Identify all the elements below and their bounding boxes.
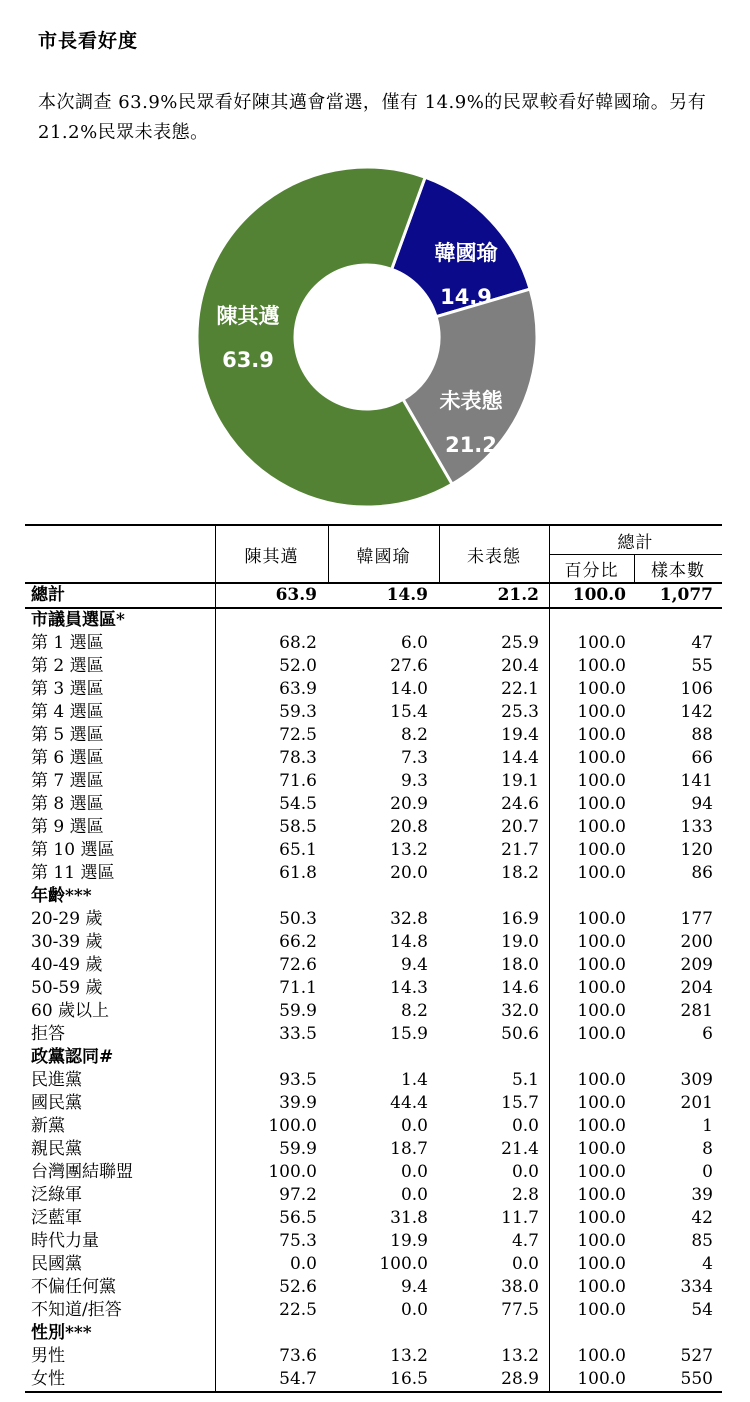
- cell-han: 0.0: [400, 1185, 428, 1205]
- cell-chen: 39.9: [279, 1093, 317, 1113]
- table-row: [25, 1253, 722, 1276]
- cell-chen: 61.8: [279, 863, 317, 883]
- table-row: [25, 1069, 722, 1092]
- table-row: [25, 1207, 722, 1230]
- header-total: 總計: [549, 526, 722, 555]
- cell-n: 54: [691, 1300, 713, 1320]
- cell-han: 16.5: [390, 1369, 428, 1389]
- cell-chen: 97.2: [279, 1185, 317, 1205]
- cell-none: 32.0: [501, 1001, 539, 1021]
- cell-han: 20.9: [390, 794, 428, 814]
- row-label: 台灣團結聯盟: [31, 1162, 133, 1182]
- cell-none: 0.0: [511, 1254, 539, 1274]
- row-label: 民進黨: [31, 1070, 82, 1090]
- cell-pct: 100.0: [577, 1254, 626, 1274]
- cell-han: 100.0: [379, 1254, 428, 1274]
- table-row: [25, 1368, 722, 1391]
- slice-value: 63.9: [222, 348, 274, 372]
- table-row: [25, 862, 722, 885]
- cell-none: 11.7: [501, 1208, 539, 1228]
- cell-han: 44.4: [390, 1093, 428, 1113]
- row-label: 第 4 選區: [31, 702, 104, 722]
- cell-pct: 100.0: [577, 863, 626, 883]
- cell-n: 55: [691, 656, 713, 676]
- cell-n: 120: [680, 840, 713, 860]
- cell-n: 94: [691, 794, 713, 814]
- row-label: 不知道/拒答: [31, 1300, 122, 1320]
- cell-chen: 50.3: [279, 909, 317, 929]
- header-n: 樣本數: [651, 561, 705, 581]
- cell-pct: 100.0: [577, 1277, 626, 1297]
- table-row: [25, 1023, 722, 1046]
- row-label: 男性: [31, 1346, 65, 1366]
- row-label: 第 5 選區: [31, 725, 104, 745]
- slice-label: 未表態: [439, 389, 503, 413]
- row-label: 第 8 選區: [31, 794, 104, 814]
- header-pct: 百分比: [564, 561, 619, 581]
- cell-han: 19.9: [390, 1231, 428, 1251]
- cell-han: 32.8: [390, 909, 428, 929]
- table-group-header: [25, 609, 722, 632]
- cell-none: 38.0: [501, 1277, 539, 1297]
- cell-pct: 100.0: [577, 1208, 626, 1228]
- cell-chen: 54.7: [279, 1369, 317, 1389]
- cell-n: 142: [680, 702, 713, 722]
- cell-pct: 100.0: [577, 840, 626, 860]
- cell-n: 39: [691, 1185, 713, 1205]
- table-row: [25, 724, 722, 747]
- row-label: 第 1 選區: [31, 633, 104, 653]
- row-label: 第 7 選區: [31, 771, 104, 791]
- cell-chen: 33.5: [279, 1024, 317, 1044]
- cell-n: 200: [680, 932, 713, 952]
- cell-han: 9.3: [400, 771, 428, 791]
- cell-han: 15.9: [390, 1024, 428, 1044]
- cell-pct: 100.0: [577, 817, 626, 837]
- cell-han: 13.2: [390, 1346, 428, 1366]
- cell-pct: 100.0: [577, 1185, 626, 1205]
- cell-chen: 59.3: [279, 702, 317, 722]
- cell-han: 0.0: [400, 1300, 428, 1320]
- table-row: [25, 1345, 722, 1368]
- cell-chen: 66.2: [279, 932, 317, 952]
- cell-none: 4.7: [511, 1231, 539, 1251]
- cell-none: 22.1: [501, 679, 539, 699]
- cell-none: 13.2: [501, 1346, 539, 1366]
- table-row: [25, 1230, 722, 1253]
- cell-n: 1,077: [659, 585, 713, 605]
- page-title: 市長看好度: [38, 30, 139, 52]
- cell-han: 31.8: [390, 1208, 428, 1228]
- table-row: [25, 632, 722, 655]
- cell-n: 0: [702, 1162, 713, 1182]
- cell-none: 19.1: [501, 771, 539, 791]
- cell-n: 4: [702, 1254, 713, 1274]
- row-label: 年齡***: [31, 886, 92, 906]
- row-label: 拒答: [31, 1024, 65, 1044]
- table-row: [25, 1115, 722, 1138]
- cell-n: 281: [680, 1001, 713, 1021]
- cell-chen: 56.5: [279, 1208, 317, 1228]
- table-row: [25, 747, 722, 770]
- table-row: [25, 1276, 722, 1299]
- table-row: [25, 584, 722, 609]
- cell-n: 42: [691, 1208, 713, 1228]
- table-row: [25, 793, 722, 816]
- cell-han: 27.6: [390, 656, 428, 676]
- cell-none: 25.9: [501, 633, 539, 653]
- cell-none: 0.0: [511, 1116, 539, 1136]
- cell-pct: 100.0: [577, 633, 626, 653]
- cell-n: 527: [680, 1346, 713, 1366]
- cell-chen: 59.9: [279, 1001, 317, 1021]
- table-row: [25, 977, 722, 1000]
- cell-chen: 65.1: [279, 840, 317, 860]
- cell-han: 14.9: [386, 585, 428, 605]
- row-label: 市議員選區*: [31, 610, 125, 630]
- table-row: [25, 1000, 722, 1023]
- row-label: 第 3 選區: [31, 679, 104, 699]
- cell-pct: 100.0: [577, 702, 626, 722]
- cell-n: 177: [680, 909, 713, 929]
- cell-pct: 100.0: [577, 1070, 626, 1090]
- row-label: 第 10 選區: [31, 840, 115, 860]
- cell-pct: 100.0: [577, 1024, 626, 1044]
- cell-han: 15.4: [390, 702, 428, 722]
- cell-pct: 100.0: [577, 932, 626, 952]
- cell-none: 20.4: [501, 656, 539, 676]
- table-row: [25, 954, 722, 977]
- cell-n: 86: [691, 863, 713, 883]
- row-label: 50-59 歲: [31, 978, 103, 998]
- cell-n: 66: [691, 748, 713, 768]
- cell-pct: 100.0: [577, 725, 626, 745]
- cell-n: 209: [680, 955, 713, 975]
- row-label: 不偏任何黨: [31, 1277, 116, 1297]
- cell-none: 14.4: [501, 748, 539, 768]
- row-label: 泛藍軍: [31, 1208, 82, 1228]
- table-row: [25, 1184, 722, 1207]
- row-label: 性別***: [31, 1323, 92, 1343]
- cell-n: 6: [702, 1024, 713, 1044]
- row-label: 總計: [31, 585, 65, 605]
- header-none: 未表態: [467, 546, 521, 567]
- header-han: 韓國瑜: [356, 546, 411, 567]
- cell-chen: 63.9: [275, 585, 317, 605]
- cell-han: 20.8: [390, 817, 428, 837]
- cell-chen: 63.9: [279, 679, 317, 699]
- row-label: 40-49 歲: [31, 955, 103, 975]
- cell-none: 2.8: [511, 1185, 539, 1205]
- row-label: 第 11 選區: [31, 863, 115, 883]
- row-label: 30-39 歲: [31, 932, 103, 952]
- table-row: [25, 931, 722, 954]
- row-label: 時代力量: [31, 1231, 99, 1251]
- row-label: 親民黨: [31, 1139, 82, 1159]
- cell-n: 133: [680, 817, 713, 837]
- cell-pct: 100.0: [577, 1369, 626, 1389]
- table-bottom-rule: [25, 1391, 722, 1393]
- cell-none: 21.4: [501, 1139, 539, 1159]
- cell-chen: 71.6: [279, 771, 317, 791]
- row-label: 民國黨: [31, 1254, 82, 1274]
- cell-han: 6.0: [400, 633, 428, 653]
- cell-none: 16.9: [501, 909, 539, 929]
- cell-none: 21.7: [501, 840, 539, 860]
- cell-chen: 68.2: [279, 633, 317, 653]
- cell-none: 5.1: [511, 1070, 539, 1090]
- cell-pct: 100.0: [577, 794, 626, 814]
- cell-chen: 58.5: [279, 817, 317, 837]
- cell-han: 14.3: [390, 978, 428, 998]
- cell-han: 8.2: [400, 725, 428, 745]
- cell-chen: 78.3: [279, 748, 317, 768]
- cell-chen: 72.6: [279, 955, 317, 975]
- cell-none: 25.3: [501, 702, 539, 722]
- slice-label: 陳其邁: [216, 304, 280, 328]
- cell-pct: 100.0: [577, 748, 626, 768]
- table-row: [25, 701, 722, 724]
- cell-pct: 100.0: [572, 585, 626, 605]
- cell-none: 19.0: [501, 932, 539, 952]
- cell-none: 14.6: [501, 978, 539, 998]
- cell-pct: 100.0: [577, 1093, 626, 1113]
- cell-han: 9.4: [400, 1277, 428, 1297]
- cell-pct: 100.0: [577, 1001, 626, 1021]
- row-label: 新黨: [31, 1116, 65, 1136]
- row-label: 女性: [31, 1369, 65, 1389]
- cell-n: 201: [680, 1093, 713, 1113]
- cell-han: 14.0: [390, 679, 428, 699]
- cell-chen: 100.0: [268, 1116, 317, 1136]
- cell-none: 15.7: [501, 1093, 539, 1113]
- cell-none: 20.7: [501, 817, 539, 837]
- results-table: [25, 524, 722, 1393]
- cell-pct: 100.0: [577, 978, 626, 998]
- slice-value: 14.9: [440, 285, 492, 309]
- cell-han: 9.4: [400, 955, 428, 975]
- cell-pct: 100.0: [577, 656, 626, 676]
- cell-n: 550: [680, 1369, 713, 1389]
- cell-n: 309: [680, 1070, 713, 1090]
- cell-chen: 73.6: [279, 1346, 317, 1366]
- cell-han: 0.0: [400, 1116, 428, 1136]
- cell-han: 8.2: [400, 1001, 428, 1021]
- slice-label: 韓國瑜: [434, 241, 498, 265]
- cell-han: 20.0: [390, 863, 428, 883]
- cell-none: 0.0: [511, 1162, 539, 1182]
- cell-chen: 93.5: [279, 1070, 317, 1090]
- slice-value: 21.2: [445, 433, 497, 457]
- cell-chen: 72.5: [279, 725, 317, 745]
- cell-han: 7.3: [400, 748, 428, 768]
- cell-chen: 0.0: [289, 1254, 317, 1274]
- table-row: [25, 770, 722, 793]
- cell-n: 47: [691, 633, 713, 653]
- header-chen: 陳其邁: [244, 546, 299, 567]
- row-label: 60 歲以上: [31, 1001, 110, 1021]
- cell-n: 204: [680, 978, 713, 998]
- cell-n: 334: [680, 1277, 713, 1297]
- cell-none: 50.6: [501, 1024, 539, 1044]
- row-label: 國民黨: [31, 1093, 82, 1113]
- cell-han: 1.4: [400, 1070, 428, 1090]
- table-row: [25, 908, 722, 931]
- cell-pct: 100.0: [577, 1139, 626, 1159]
- intro-paragraph: 本次調查 63.9%民眾看好陳其邁會當選，僅有 14.9%的民眾較看好韓國瑜。另有 21.2%民眾未表態。: [38, 92, 707, 143]
- table-row: [25, 678, 722, 701]
- cell-none: 18.2: [501, 863, 539, 883]
- cell-chen: 59.9: [279, 1139, 317, 1159]
- cell-pct: 100.0: [577, 1346, 626, 1366]
- cell-han: 18.7: [390, 1139, 428, 1159]
- table-row: [25, 655, 722, 678]
- cell-none: 77.5: [501, 1300, 539, 1320]
- cell-chen: 52.0: [279, 656, 317, 676]
- cell-n: 106: [680, 679, 713, 699]
- cell-n: 85: [691, 1231, 713, 1251]
- cell-chen: 71.1: [279, 978, 317, 998]
- table-header: [25, 524, 722, 584]
- row-label: 第 6 選區: [31, 748, 104, 768]
- cell-n: 141: [680, 771, 713, 791]
- table-row: [25, 839, 722, 862]
- cell-chen: 75.3: [279, 1231, 317, 1251]
- table-group-header: [25, 885, 722, 908]
- cell-pct: 100.0: [577, 955, 626, 975]
- cell-pct: 100.0: [577, 1162, 626, 1182]
- cell-han: 14.8: [390, 932, 428, 952]
- row-label: 第 2 選區: [31, 656, 104, 676]
- cell-n: 1: [702, 1116, 713, 1136]
- row-label: 第 9 選區: [31, 817, 104, 837]
- cell-none: 24.6: [501, 794, 539, 814]
- cell-chen: 52.6: [279, 1277, 317, 1297]
- cell-none: 18.0: [501, 955, 539, 975]
- table-row: [25, 1161, 722, 1184]
- row-label: 20-29 歲: [31, 909, 103, 929]
- cell-chen: 54.5: [279, 794, 317, 814]
- row-label: 政黨認同#: [31, 1047, 114, 1067]
- table-row: [25, 816, 722, 839]
- cell-pct: 100.0: [577, 679, 626, 699]
- table-body: [25, 584, 722, 1391]
- table-group-header: [25, 1046, 722, 1069]
- cell-chen: 100.0: [268, 1162, 317, 1182]
- cell-pct: 100.0: [577, 909, 626, 929]
- cell-none: 19.4: [501, 725, 539, 745]
- table-row: [25, 1092, 722, 1115]
- table-group-header: [25, 1322, 722, 1345]
- cell-pct: 100.0: [577, 771, 626, 791]
- cell-n: 8: [702, 1139, 713, 1159]
- cell-pct: 100.0: [577, 1300, 626, 1320]
- table-row: [25, 1138, 722, 1161]
- row-label: 泛綠軍: [31, 1185, 82, 1205]
- cell-pct: 100.0: [577, 1116, 626, 1136]
- cell-han: 0.0: [400, 1162, 428, 1182]
- table-row: [25, 1299, 722, 1322]
- cell-none: 28.9: [501, 1369, 539, 1389]
- cell-chen: 22.5: [279, 1300, 317, 1320]
- donut-chart: [0, 160, 750, 520]
- cell-han: 13.2: [390, 840, 428, 860]
- cell-pct: 100.0: [577, 1231, 626, 1251]
- cell-n: 88: [691, 725, 713, 745]
- cell-none: 21.2: [497, 585, 539, 605]
